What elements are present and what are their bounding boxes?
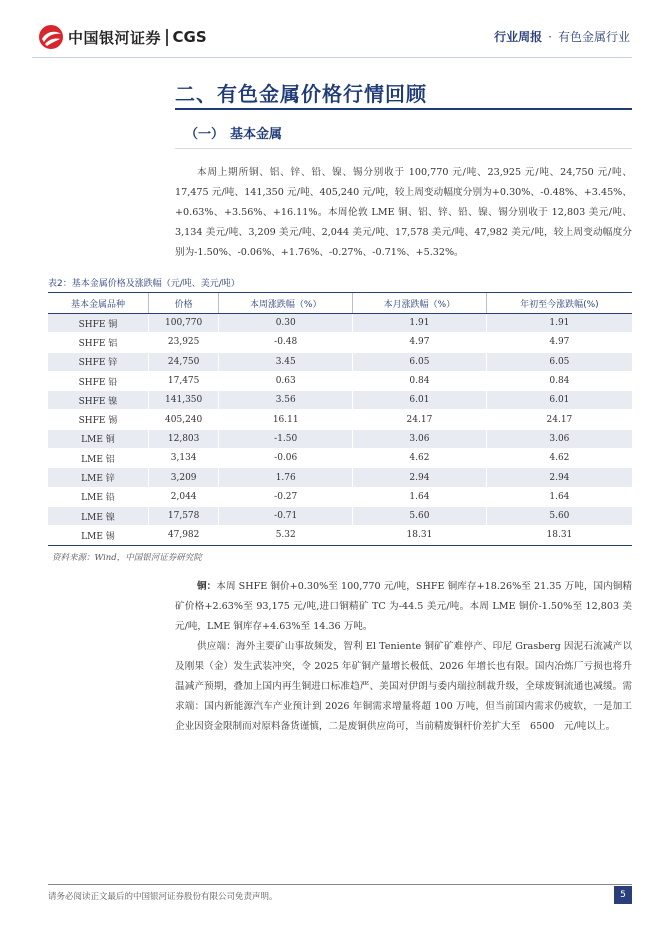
table-row	[48, 371, 632, 390]
table-cell: 6.05	[353, 352, 487, 371]
table-cell: 0.30	[219, 314, 353, 333]
table-cell: 2.94	[486, 468, 632, 487]
logo-separator	[166, 29, 168, 46]
table-row	[48, 429, 632, 448]
table-cell: 3.06	[486, 429, 632, 448]
table-cell: -1.50	[219, 429, 353, 448]
table-cell: 100,770	[148, 314, 218, 333]
column-header: 价格	[148, 293, 218, 314]
supply-demand-paragraph: 供应端：海外主要矿山事故频发，智利 El Teniente 铜矿矿难停产、印尼 Grasberg 因泥石流减产以及刚果（金）发生武装冲突，令 2025 年矿铜产量增长极低、2026 年增长也有限。国内冶炼厂亏损也将升温减产预期，叠加上国内再生铜进口标准趋严、美国对伊朗与委内瑞拉制裁升级，全球废铜流通也减缓。需求端：国内新能源汽车产业预计到 2026 年铜需求增量将超 100 万吨，但当前国内需求仍疲软，一是加工企业因资金限制而对原料备货谨慎，二是废铜供应尚可，当前精废铜杆价差扩大至 6500 元/吨以上。	[175, 641, 632, 732]
table-cell: 2.94	[353, 468, 487, 487]
table-cell: LME 铅	[48, 487, 148, 506]
column-header: 本周涨跌幅（%）	[219, 293, 353, 314]
table-cell: LME 锡	[48, 526, 148, 545]
table-cell: 2,044	[148, 487, 218, 506]
table-row	[48, 506, 632, 525]
table-cell: 3.06	[353, 429, 487, 448]
copper-lead-label: 铜：	[197, 581, 217, 592]
table-cell: -0.27	[219, 487, 353, 506]
column-header: 年初至今涨跌幅(%)	[486, 293, 632, 314]
table-cell: 5.60	[486, 506, 632, 525]
table-cell: 24,750	[148, 352, 218, 371]
footer-divider	[48, 884, 632, 885]
section-title: 二、有色金属价格行情回顾	[175, 82, 427, 106]
table-cell: LME 铜	[48, 429, 148, 448]
table-cell: 1.91	[353, 314, 487, 333]
table-cell: 0.84	[353, 371, 487, 390]
galaxy-logo-icon	[38, 24, 64, 50]
report-type: 行业周报	[494, 30, 543, 44]
table-cell: 4.97	[353, 333, 487, 352]
table-cell: 4.62	[353, 449, 487, 468]
table-cell: 12,803	[148, 429, 218, 448]
table-row	[48, 391, 632, 410]
table-cell: 141,350	[148, 391, 218, 410]
table-cell: 6.05	[486, 352, 632, 371]
table-row	[48, 410, 632, 429]
page-number: 5	[614, 886, 632, 904]
table-cell: SHFE 铝	[48, 333, 148, 352]
column-header: 本月涨跌幅（%）	[353, 293, 487, 314]
table-cell: 6.01	[486, 391, 632, 410]
subsection-label: 基本金属	[230, 127, 283, 142]
table-cell: 24.17	[353, 410, 487, 429]
table-row	[48, 352, 632, 371]
header-divider	[32, 57, 632, 58]
column-header: 基本金属品种	[48, 293, 148, 314]
table-cell: 1.64	[353, 487, 487, 506]
table-header-row	[48, 293, 632, 314]
table-row	[48, 487, 632, 506]
table-cell: 5.32	[219, 526, 353, 545]
table-source-note: 资料来源：Wind，中国银河证券研究院	[52, 553, 202, 563]
table-cell: 17,475	[148, 371, 218, 390]
table-cell: -0.71	[219, 506, 353, 525]
table-cell: 18.31	[353, 526, 487, 545]
table-cell: 16.11	[219, 410, 353, 429]
table-cell: 5.60	[353, 506, 487, 525]
table-cell: 4.97	[486, 333, 632, 352]
footer-disclaimer: 请务必阅读正文最后的中国银河证券股份有限公司免责声明。	[48, 892, 278, 902]
table-cell: 0.84	[486, 371, 632, 390]
table-cell: 18.31	[486, 526, 632, 545]
subsection-number: （一）	[185, 127, 225, 142]
table-row	[48, 314, 632, 333]
table-cell: SHFE 锡	[48, 410, 148, 429]
table-cell: SHFE 铅	[48, 371, 148, 390]
table-cell: 3.45	[219, 352, 353, 371]
logo-english-name: CGS	[172, 28, 207, 46]
company-logo	[38, 23, 207, 51]
table-cell: 1.64	[486, 487, 632, 506]
table-cell: 4.62	[486, 449, 632, 468]
table-cell: SHFE 锌	[48, 352, 148, 371]
table-cell: 6.01	[353, 391, 487, 410]
industry-name: 有色金属行业	[557, 30, 630, 44]
table-cell: 3,134	[148, 449, 218, 468]
logo-chinese-name: 中国银河证券	[68, 28, 162, 47]
table-cell: SHFE 镍	[48, 391, 148, 410]
header-separator: ·	[548, 30, 552, 44]
table-cell: 3.56	[219, 391, 353, 410]
copper-paragraph-text: 本周 SHFE 铜价+0.30%至 100,770 元/吨，SHFE 铜库存+18.26%至 21.35 万吨，国内铜精矿价格+2.63%至 93,175 元/吨,进口铜精矿 TC 为-44.5 美元/吨。本周 LME 铜价-1.50%至 12,803 美元/吨，LME 铜库存+4.63%至 14.36 万吨。	[175, 581, 632, 632]
table-cell: LME 铝	[48, 449, 148, 468]
section-title-underline	[175, 108, 632, 110]
copper-paragraph	[175, 577, 632, 637]
table-row	[48, 468, 632, 487]
table-row	[48, 526, 632, 545]
table-cell: 405,240	[148, 410, 218, 429]
page-header	[0, 0, 662, 64]
table-row	[48, 333, 632, 352]
report-category	[494, 28, 630, 45]
table-cell: LME 镍	[48, 506, 148, 525]
table-cell: -0.06	[219, 449, 353, 468]
table-cell: -0.48	[219, 333, 353, 352]
table-cell: 17,578	[148, 506, 218, 525]
table-cell: 3,209	[148, 468, 218, 487]
subsection-title	[185, 123, 282, 142]
table-row	[48, 449, 632, 468]
table-cell: 1.76	[219, 468, 353, 487]
table-cell: 23,925	[148, 333, 218, 352]
subsection-underline	[175, 148, 632, 149]
table-cell: SHFE 铜	[48, 314, 148, 333]
table-cell: LME 锌	[48, 468, 148, 487]
price-summary-paragraph: 本周上期所铜、铝、锌、铅、镍、锡分别收于 100,770 元/吨、23,925 元/吨、24,750 元/吨、17,475 元/吨、141,350 元/吨、405,240 元/吨，较上周变动幅度分别为+0.30%、-0.48%、+3.45%、+0.63%、+3.56%、+16.11%。本周伦敦 LME 铜、铝、锌、铅、镍、锡分别收于 12,803 美元/吨、3,134 美元/吨、3,209 美元/吨、2,044 美元/吨、17,578 美元/吨、47,982 美元/吨，较上周变动幅度分别为-1.50%、-0.06%、+1.76%、-0.27%、-0.71%、+5.32%。	[175, 167, 632, 258]
table-cell: 47,982	[148, 526, 218, 545]
table-cell: 1.91	[486, 314, 632, 333]
base-metal-price-table	[48, 292, 632, 546]
table-caption: 表2：基本金属价格及涨跌幅（元/吨、美元/吨）	[48, 279, 240, 289]
table-cell: 0.63	[219, 371, 353, 390]
table-cell: 24.17	[486, 410, 632, 429]
